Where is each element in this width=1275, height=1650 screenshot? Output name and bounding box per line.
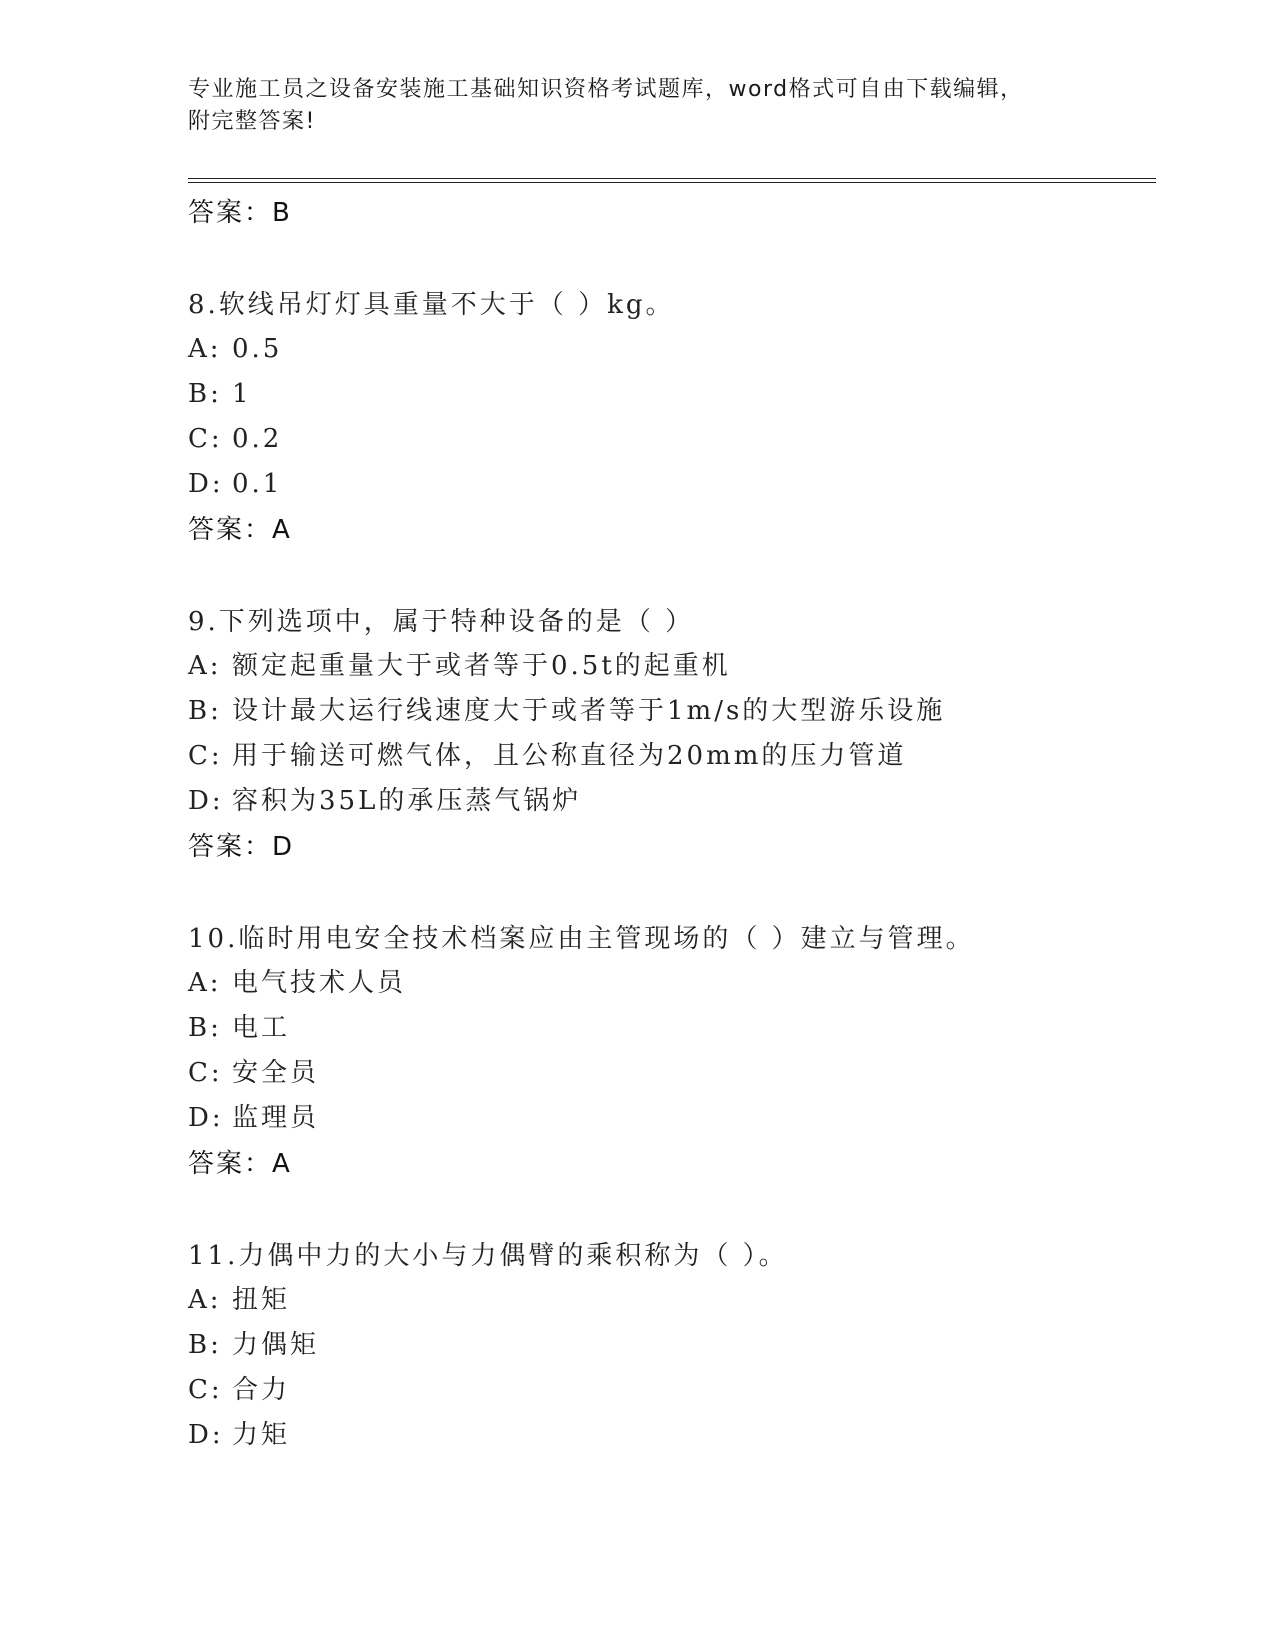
option-letter: C: [188,424,223,454]
option-text: 用于输送可燃气体，且公称直径为20mm的压力管道 [232,741,907,771]
option-b [188,1323,1156,1368]
option-letter: A: [188,334,222,364]
spacer [188,1187,1156,1233]
question-stem: 9.下列选项中，属于特种设备的是（ ） [188,607,695,637]
spacer [188,236,1156,282]
option-b [188,372,1156,417]
option-a [188,644,1156,689]
question-block [188,1233,1156,1458]
option-letter: B: [188,379,222,409]
option-text: 力偶矩 [232,1330,320,1360]
option-letter: B: [188,1013,222,1043]
option-text: 安全员 [232,1058,320,1088]
option-letter: D: [188,786,224,816]
option-letter: B: [188,696,222,726]
option-c [188,417,1156,462]
option-text: 设计最大运行线速度大于或者等于1m/s的大型游乐设施 [232,696,946,726]
option-text: 合力 [232,1375,291,1405]
document-header [188,74,1088,138]
option-b [188,689,1156,734]
option-letter: D: [188,469,224,499]
header-divider [188,178,1156,183]
question-block [188,916,1156,1187]
option-d [188,779,1156,824]
option-letter: A: [188,1285,222,1315]
option-text: 监理员 [232,1103,320,1133]
question-stem: 10.临时用电安全技术档案应由主管现场的（ ）建立与管理。 [188,924,975,954]
spacer [188,553,1156,599]
option-text: 0.2 [232,424,283,454]
answer-line: 答案：A [188,515,292,545]
option-letter: D: [188,1420,224,1450]
option-letter: C: [188,1375,223,1405]
question-block [188,599,1156,870]
option-d [188,1413,1156,1458]
option-text: 电工 [232,1013,291,1043]
option-letter: A: [188,651,222,681]
option-letter: A: [188,968,222,998]
option-a [188,1278,1156,1323]
option-text: 力矩 [232,1420,291,1450]
option-letter: D: [188,1103,224,1133]
option-text: 电气技术人员 [232,968,407,998]
option-c [188,734,1156,779]
header-line-1: 专业施工员之设备安装施工基础知识资格考试题库，word格式可自由下载编辑， [188,77,1024,102]
option-text: 扭矩 [232,1285,291,1315]
option-a [188,961,1156,1006]
option-a [188,327,1156,372]
option-b [188,1006,1156,1051]
option-letter: B: [188,1330,222,1360]
question-stem: 11.力偶中力的大小与力偶臂的乘积称为（ ）。 [188,1241,788,1271]
option-c [188,1051,1156,1096]
question-list [188,190,1156,1458]
option-text: 0.5 [232,334,283,364]
spacer [188,870,1156,916]
option-text: 1 [232,379,252,409]
option-text: 容积为35L的承压蒸气锅炉 [232,786,582,816]
option-d [188,1096,1156,1141]
question-block [188,282,1156,553]
question-stem: 8.软线吊灯灯具重量不大于（ ）kg。 [188,290,675,320]
option-c [188,1368,1156,1413]
answer-line: 答案：D [188,832,295,862]
option-letter: C: [188,741,223,771]
header-line-2: 附完整答案! [188,109,316,134]
option-text: 0.1 [232,469,283,499]
previous-answer: 答案：B [188,198,292,228]
answer-line: 答案：A [188,1149,292,1179]
option-text: 额定起重量大于或者等于0.5t的起重机 [232,651,731,681]
option-d [188,462,1156,507]
option-letter: C: [188,1058,223,1088]
